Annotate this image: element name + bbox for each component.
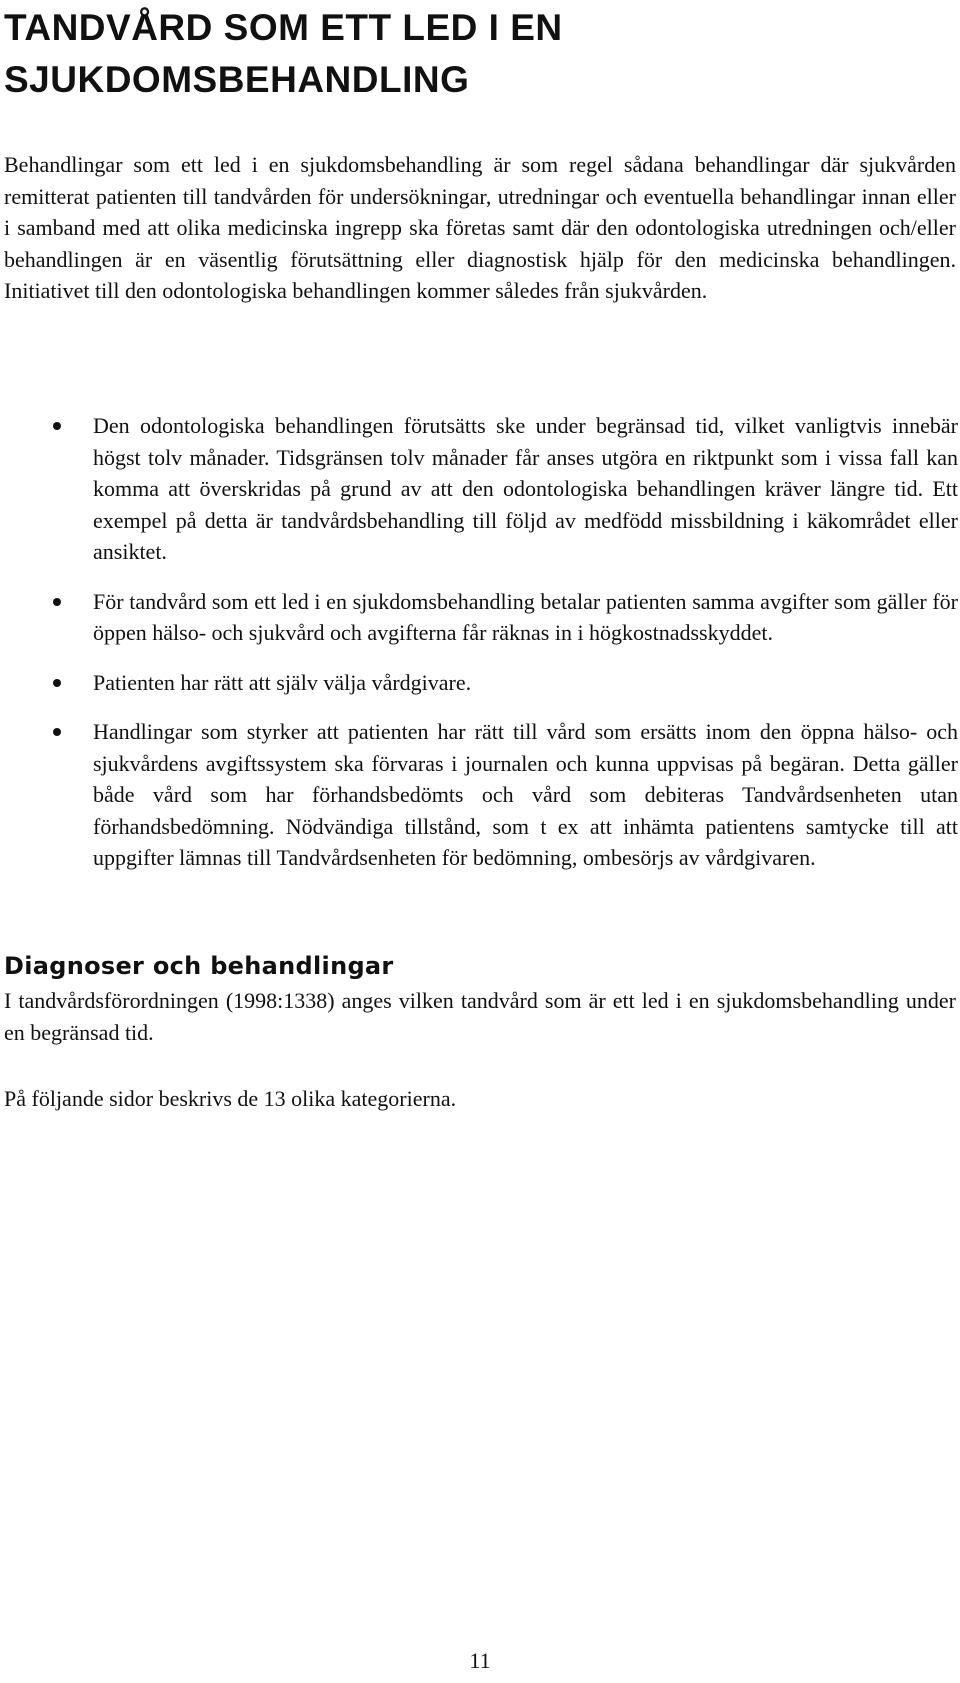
list-item [0, 667, 958, 699]
page-number: 11 [469, 1648, 491, 1673]
page-title: TANDVÅRD SOM ETT LED I EN SJUKDOMSBEHANDLING [4, 7, 563, 100]
bullet-list [0, 410, 958, 892]
list-item [0, 586, 958, 649]
list-item-text: Patienten har rätt att själv välja vårdgivare. [93, 669, 472, 695]
list-item [0, 716, 958, 874]
section-paragraph: I tandvårdsförordningen (1998:1338) anges vilken tandvård som är ett led i en sjukdomsbehandling under en begränsad tid. [4, 988, 956, 1045]
list-item-text: För tandvård som ett led i en sjukdomsbehandling betalar patienten samma avgifter som gäller för öppen hälso- och sjukvård och avgifterna får räknas in i högkostnadsskyddet. [93, 588, 958, 645]
closing-paragraph: På följande sidor beskrivs de 13 olika kategorierna. [4, 1086, 457, 1111]
intro-paragraph: Behandlingar som ett led i en sjukdomsbehandling är som regel sådana behandlingar där sjukvården remitterat patienten till tandvården för undersökningar, utredningar och eventuella behandlingar innan eller i samband med att olika medicinska ingrepp ska företas samt där den odontologiska utredningen och/eller behandlingen är en väsentlig förutsättning eller diagnostisk hjälp för den medicinska behandlingen. Initiativet till den odontologiska behandlingen kommer således från sjukvården. [4, 152, 956, 303]
bullet-icon [53, 679, 61, 687]
section-heading: Diagnoser och behandlingar [4, 952, 394, 980]
list-item-text: Handlingar som styrker att patienten har rätt till vård som ersätts inom den öppna hälso- och sjukvårdens avgiftssystem ska förvaras i journalen och kunna uppvisas på begäran. Detta gäller både vård som har förhandsbedömts och vård som debiteras Tandvårdsenheten utan förhandsbedömning. Nödvändiga tillstånd, som t ex att inhämta patientens samtycke till att uppgifter lämnas till Tandvårdsenheten för bedömning, ombesörjs av vårdgivaren. [93, 719, 958, 870]
bullet-icon [53, 728, 61, 736]
bullet-icon [53, 422, 61, 430]
list-item [0, 410, 958, 568]
bullet-icon [53, 598, 61, 606]
list-item-text: Den odontologiska behandlingen förutsätts ske under begränsad tid, vilket vanligtvis innebär högst tolv månader. Tidsgränsen tolv månader får anses utgöra en riktpunkt som i vissa fall kan komma att överskridas på grund av att den odontologiska behandlingen kräver längre tid. Ett exempel på detta är tandvårdsbehandling till följd av medfödd missbildning i käkområdet eller ansiktet. [93, 413, 958, 564]
